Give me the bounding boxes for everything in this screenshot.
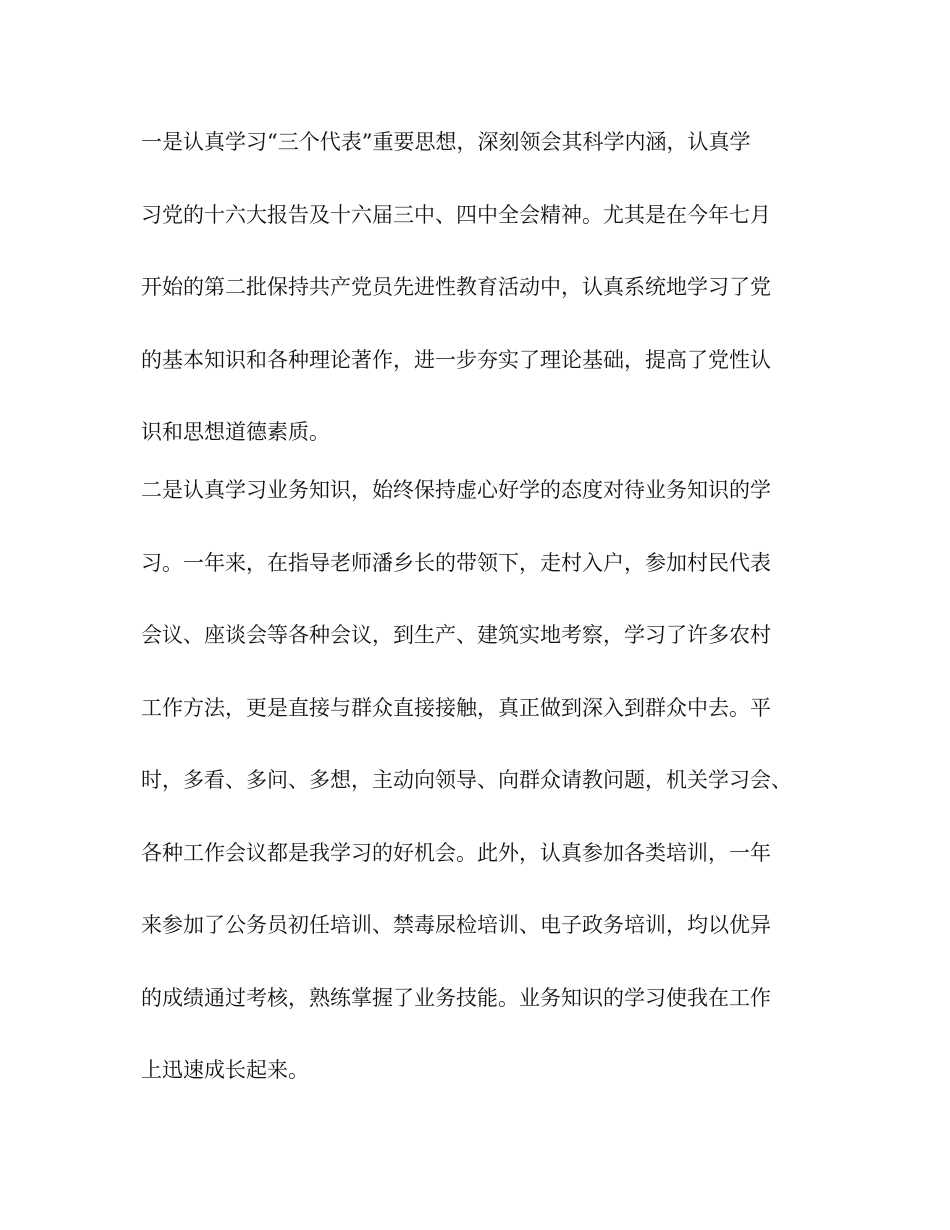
text-line: 习党的十六大报告及十六届三中、四中全会精神。尤其是在今年七月 <box>141 202 771 227</box>
document-body <box>141 122 813 1123</box>
text-line: 上迅速成长起来。 <box>141 1058 309 1082</box>
text-line: 来参加了公务员初任培训、禁毒尿检培训、电子政务培训，均以优异 <box>141 913 771 937</box>
text-line: 二是认真学习业务知识，始终保持虚心好学的态度对待业务知识的学 <box>141 478 771 502</box>
text-line: 习。一年来，在指导老师潘乡长的带领下，走村入户，参加村民代表 <box>141 550 771 575</box>
text-line: 各种工作会议都是我学习的好机会。此外，认真参加各类培训，一年 <box>141 840 771 865</box>
text-line: 工作方法，更是直接与群众直接接触，真正做到深入到群众中去。平 <box>141 695 771 720</box>
text-line: 时，多看、多问、多想，主动向领导、向群众请教问题，机关学习会、 <box>141 768 792 792</box>
text-line: 的基本知识和各种理论著作，进一步夯实了理论基础，提高了党性认 <box>141 347 771 372</box>
text-line: 开始的第二批保持共产党员先进性教育活动中，认真系统地学习了党 <box>141 275 771 299</box>
paragraph-2 <box>141 470 813 1123</box>
text-line: 会议、座谈会等各种会议，到生产、建筑实地考察，学习了许多农村 <box>141 623 771 647</box>
text-line: 一是认真学习“三个代表”重要思想，深刻领会其科学内涵，认真学 <box>141 130 751 154</box>
text-line: 识和思想道德素质。 <box>141 420 330 444</box>
text-line: 的成绩通过考核，熟练掌握了业务技能。业务知识的学习使我在工作 <box>141 985 771 1010</box>
paragraph-1 <box>141 122 813 470</box>
